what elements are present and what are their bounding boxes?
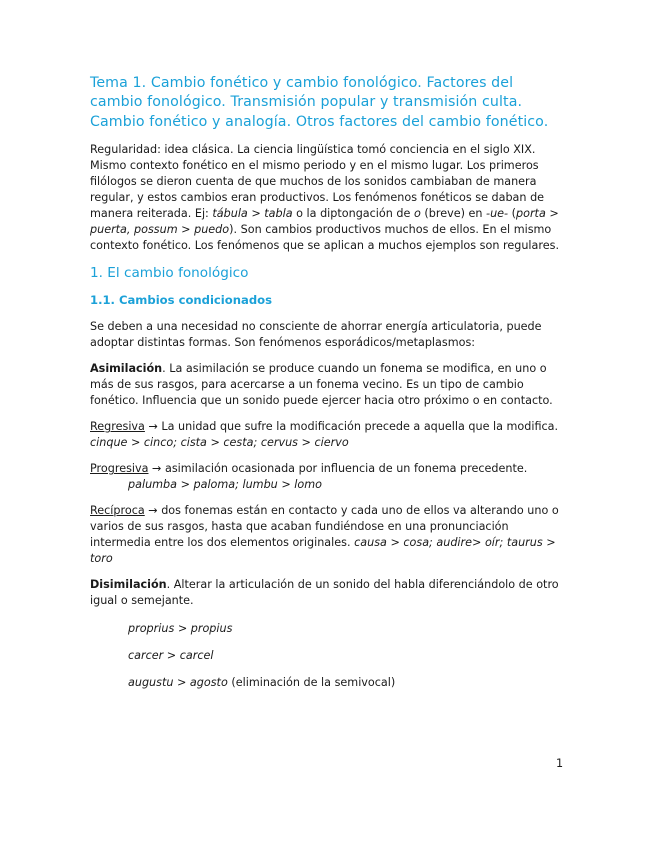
intro-vowel-o: o bbox=[413, 207, 421, 221]
page-number: 1 bbox=[556, 757, 564, 770]
example-carcer: carcer > carcel bbox=[128, 649, 214, 663]
reciproca-examples: causa > cosa; audire> oír; taurus > toro bbox=[90, 536, 556, 566]
reciproca-paragraph bbox=[90, 503, 566, 567]
disimilacion-example-3 bbox=[90, 675, 566, 691]
regresiva-examples: cinque > cinco; cista > cesta; cervus > ciervo bbox=[90, 436, 349, 450]
document-page bbox=[90, 74, 566, 702]
example-augustu: augustu > agosto bbox=[128, 676, 228, 690]
example-proprius: proprius > propius bbox=[128, 622, 233, 636]
intro-example-tabula: tábula > tabla bbox=[212, 207, 293, 221]
intro-text-9: ). Son cambios productivos muchos de ellos. En el mismo contexto fonético. Los fenómenos que se aplican a muchos ejemplos son regulares. bbox=[90, 223, 559, 253]
intro-text-1: Regularidad: idea clásica. La ciencia lingüística tomó conciencia en el siglo XIX. Mismo contexto fonético en el mismo periodo y en el mismo lugar. Los primeros filólogos se dieron cuenta de que muchos de los sonidos cambiaban de manera regular, y estos cambios eran productivos. Los fenómenos fonéticos se daban de manera reiterada. Ej: bbox=[90, 143, 545, 221]
intro-text-7: ( bbox=[508, 207, 517, 221]
condicionados-paragraph: Se deben a una necesidad no consciente de ahorrar energía articulatoria, puede adoptar distintas formas. Son fenómenos esporádicos/metaplasmos: bbox=[90, 320, 542, 350]
disimilacion-example-1 bbox=[90, 621, 566, 637]
disimilacion-term: Disimilación bbox=[90, 578, 167, 592]
intro-text-3: o la diptongación de bbox=[292, 207, 414, 221]
section-1-1-heading: 1.1. Cambios condicionados bbox=[90, 293, 272, 308]
regresiva-term: Regresiva bbox=[90, 420, 145, 434]
reciproca-text: → dos fonemas están en contacto y cada uno de ellos va alterando uno o varios de sus rasgos, hasta que acaban fundiéndose en una pronunciación intermedia entre los dos elementos originales. bbox=[90, 504, 559, 550]
asimilacion-paragraph bbox=[90, 361, 566, 409]
disimilacion-example-2 bbox=[90, 648, 566, 664]
disimilacion-text: . Alterar la articulación de un sonido del habla diferenciándolo de otro igual o semejante. bbox=[90, 578, 559, 608]
intro-diphthong-ue: -ue- bbox=[486, 207, 509, 221]
example-augustu-note: (eliminación de la semivocal) bbox=[227, 676, 396, 690]
section-1-heading: 1. El cambio fonológico bbox=[90, 265, 249, 282]
regresiva-text: → La unidad que sufre la modificación precede a aquella que la modifica. bbox=[144, 420, 559, 434]
asimilacion-text: . La asimilación se produce cuando un fonema se modifica, en uno o más de sus rasgos, para acercarse a un fonema vecino. Es un tipo de cambio fonético. Influencia que un sonido puede ejercer hacia otro próximo o en contacto. bbox=[90, 362, 553, 408]
progresiva-examples-line bbox=[90, 477, 566, 493]
intro-examples-porta: porta > puerta, possum > puedo bbox=[90, 207, 559, 237]
intro-paragraph bbox=[90, 142, 566, 254]
regresiva-paragraph bbox=[90, 419, 566, 451]
disimilacion-paragraph bbox=[90, 577, 566, 609]
progresiva-term: Progresiva bbox=[90, 462, 149, 476]
reciproca-term: Recíproca bbox=[90, 504, 145, 518]
progresiva-examples: palumba > paloma; lumbu > lomo bbox=[128, 478, 322, 492]
progresiva-text: → asimilación ocasionada por influencia de un fonema precedente. bbox=[148, 462, 528, 476]
asimilacion-term: Asimilación bbox=[90, 362, 163, 376]
intro-text-5: (breve) en bbox=[420, 207, 487, 221]
doc-title: Tema 1. Cambio fonético y cambio fonológico. Factores del cambio fonológico. Transmisión popular y transmisión culta. Cambio fonético y analogía. Otros factores del cambio fonético. bbox=[90, 75, 549, 130]
progresiva-paragraph bbox=[90, 461, 566, 477]
